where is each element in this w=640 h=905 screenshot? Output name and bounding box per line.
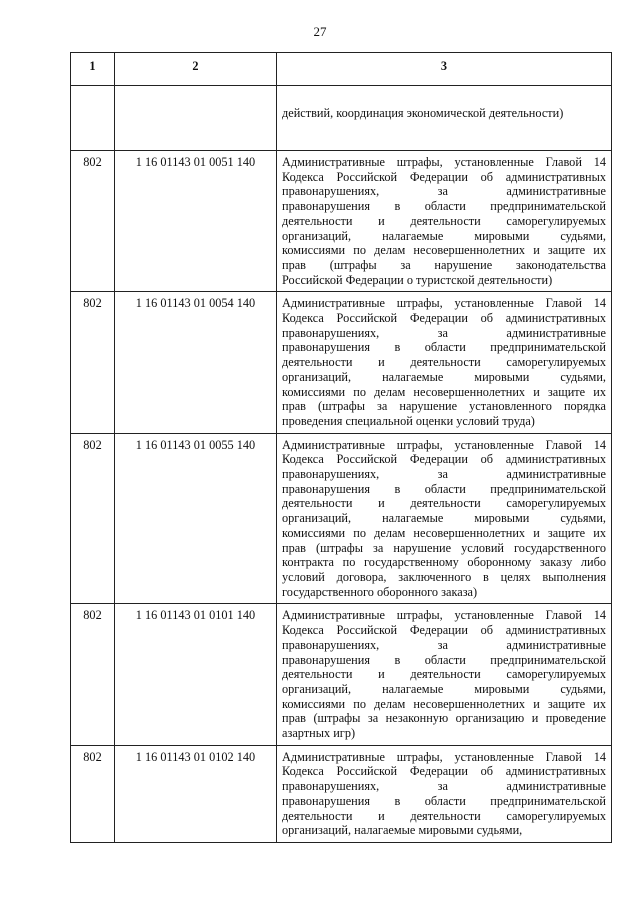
description-line: прав (штрафы за незаконную организацию и проведение: [282, 711, 606, 726]
header-col-2: 2: [115, 53, 277, 86]
description-line: правонарушениях, за административные: [282, 184, 606, 199]
continuation-text: [277, 86, 612, 151]
description-line: контракта по государственному оборонному заказу либо: [282, 555, 606, 570]
description-line: комиссиями по делам несовершеннолетних и защите их: [282, 525, 606, 540]
description-line: прав (штрафы за нарушение условий государственного: [282, 540, 606, 555]
description-line: Кодекса Российской Федерации об административных: [282, 623, 606, 638]
description-line: деятельности и деятельности саморегулируемых: [282, 355, 606, 370]
description-line: Российской Федерации о туристской деятельности): [282, 272, 553, 287]
table-row: [71, 604, 612, 745]
description-line: проведения специальной оценки условий труда): [282, 413, 535, 428]
description-line: правонарушения в области предпринимательской: [282, 481, 606, 496]
description-line: комиссиями по делам несовершеннолетних и защите их: [282, 243, 606, 258]
table-row: [71, 745, 612, 842]
description-line: деятельности и деятельности саморегулируемых: [282, 667, 606, 682]
budget-classification-code-cell: 1 16 01143 01 0054 140: [115, 292, 277, 433]
description-line: комиссиями по делам несовершеннолетних и защите их: [282, 384, 606, 399]
description-line: правонарушения в области предпринимательской: [282, 340, 606, 355]
description-line: Кодекса Российской Федерации об административных: [282, 764, 606, 779]
page-number: 27: [313, 24, 327, 39]
description-line: Административные штрафы, установленные Главой 14: [282, 608, 606, 623]
revenue-description-cell: [277, 745, 612, 842]
description-line: правонарушения в области предпринимательской: [282, 652, 606, 667]
description-line: организаций, налагаемые мировыми судьями,: [282, 823, 523, 838]
table-row: [71, 292, 612, 433]
description-line: организаций, налагаемые мировыми судьями,: [282, 681, 606, 696]
description-line: Административные штрафы, установленные Главой 14: [282, 296, 606, 311]
table-row: [71, 433, 612, 604]
revenue-description-cell: [277, 292, 612, 433]
continuation-line: действий, координация экономической деятельности): [282, 106, 564, 120]
description-line: прав (штрафы за нарушение установленного порядка: [282, 399, 606, 414]
description-line: правонарушениях, за административные: [282, 467, 606, 482]
budget-classification-code-cell: 1 16 01143 01 0055 140: [115, 433, 277, 604]
budget-classification-code-cell: 1 16 01143 01 0051 140: [115, 151, 277, 292]
description-line: организаций, налагаемые мировыми судьями,: [282, 511, 606, 526]
description-line: организаций, налагаемые мировыми судьями,: [282, 369, 606, 384]
admin-code-cell: 802: [71, 604, 115, 745]
admin-code-cell: 802: [71, 292, 115, 433]
revenue-description-cell: [277, 433, 612, 604]
budget-codes-table: [70, 52, 612, 843]
admin-code-cell: 802: [71, 433, 115, 604]
description-line: организаций, налагаемые мировыми судьями,: [282, 228, 606, 243]
description-line: правонарушения в области предпринимательской: [282, 199, 606, 214]
description-line: условий договора, заключенного в целях выполнения: [282, 569, 606, 584]
description-line: Кодекса Российской Федерации об административных: [282, 311, 606, 326]
revenue-description-cell: [277, 151, 612, 292]
description-line: Административные штрафы, установленные Главой 14: [282, 749, 606, 764]
revenue-description-cell: [277, 604, 612, 745]
table-rows: [71, 151, 612, 843]
description-line: азартных игр): [282, 726, 356, 741]
description-line: прав (штрафы за нарушение законодательства: [282, 257, 606, 272]
admin-code-cell: 802: [71, 151, 115, 292]
description-line: Административные штрафы, установленные Главой 14: [282, 437, 606, 452]
table-row: [71, 151, 612, 292]
admin-code-cell: 802: [71, 745, 115, 842]
header-col-1: 1: [71, 53, 115, 86]
budget-classification-code-cell: 1 16 01143 01 0101 140: [115, 604, 277, 745]
continuation-col-1: [71, 86, 115, 151]
description-line: правонарушениях, за административные: [282, 325, 606, 340]
budget-classification-code-cell: 1 16 01143 01 0102 140: [115, 745, 277, 842]
description-line: Кодекса Российской Федерации об административных: [282, 452, 606, 467]
header-col-3: 3: [277, 53, 612, 86]
description-line: правонарушения в области предпринимательской: [282, 793, 606, 808]
description-line: Административные штрафы, установленные Главой 14: [282, 155, 606, 169]
description-line: государственного оборонного заказа): [282, 584, 478, 599]
description-line: правонарушениях, за административные: [282, 637, 606, 652]
description-line: правонарушениях, за административные: [282, 779, 606, 794]
description-line: деятельности и деятельности саморегулируемых: [282, 496, 606, 511]
table-header-row: [71, 53, 612, 86]
description-line: комиссиями по делам несовершеннолетних и защите их: [282, 696, 606, 711]
description-line: Кодекса Российской Федерации об административных: [282, 169, 606, 184]
description-line: деятельности и деятельности саморегулируемых: [282, 213, 606, 228]
continuation-col-2: [115, 86, 277, 151]
description-line: деятельности и деятельности саморегулируемых: [282, 808, 606, 823]
continuation-row: [71, 86, 612, 151]
